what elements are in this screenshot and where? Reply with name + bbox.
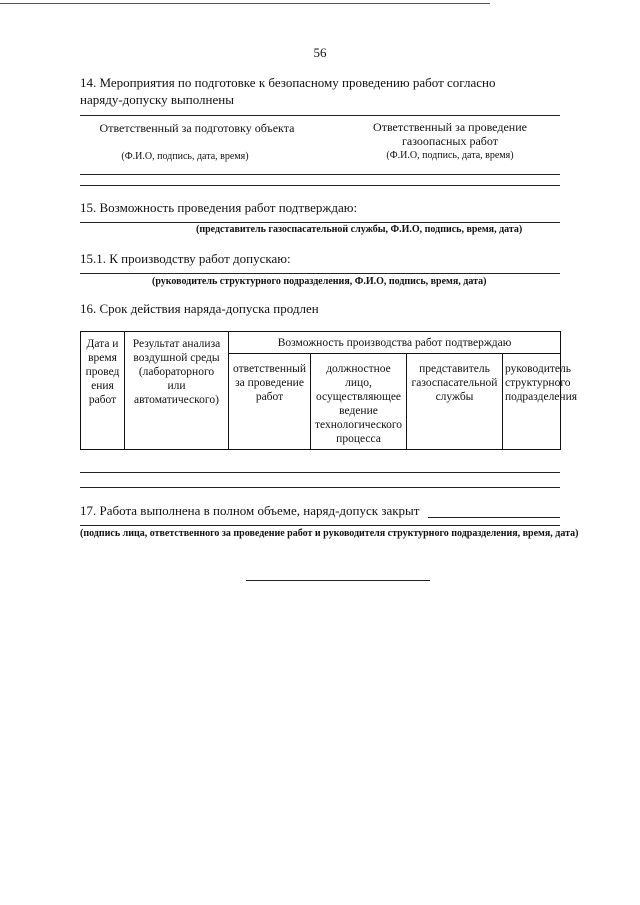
section-14-left-title: Ответственный за подготовку объекта <box>99 121 295 135</box>
section-14-text-line1: 14. Мероприятия по подготовке к безопасному проведению работ согласно <box>80 75 496 90</box>
section-14-left-caption: (Ф.И.О, подпись, дата, время) <box>121 151 249 162</box>
section-14-right-title-line1: Ответственный за проведение <box>373 120 527 134</box>
section-17-signature-line[interactable] <box>80 525 560 526</box>
section-14-signature-line-2[interactable] <box>80 185 560 186</box>
section-15-text: 15. Возможность проведения работ подтверждаю: <box>80 200 358 215</box>
section-16-signature-line-2[interactable] <box>80 487 560 488</box>
col-responsible-header: ответственный за проведение работ <box>229 354 311 450</box>
col-date-time-header: Дата и время провед ения работ <box>81 332 125 450</box>
col-department-head-header: руководитель структурного подразделения <box>503 354 561 450</box>
section-15-signature-line[interactable] <box>80 222 560 223</box>
extension-table <box>80 331 578 450</box>
section-15-1-caption: (руководитель структурного подразделения, Ф.И.О, подпись, время, дата) <box>152 276 487 287</box>
section-16-signature-line-1[interactable] <box>80 472 560 473</box>
section-14-text-line2: наряду-допуску выполнены <box>80 92 234 107</box>
section-14-signature-line-1[interactable] <box>80 174 560 175</box>
page-top-edge <box>0 3 490 4</box>
page-number: 56 <box>313 45 327 60</box>
section-16-text: 16. Срок действия наряда-допуска продлен <box>80 301 319 316</box>
end-of-document-rule <box>246 580 430 581</box>
section-14-right-caption: (Ф.И.О, подпись, дата, время) <box>386 150 514 161</box>
section-17-text: 17. Работа выполнена в полном объеме, наряд-допуск закрыт <box>80 503 420 518</box>
section-14-top-rule <box>80 115 560 116</box>
section-15-caption: (представитель газоспасательной службы, Ф.И.О, подпись, время, дата) <box>196 224 523 235</box>
section-15-1-text: 15.1. К производству работ допускаю: <box>80 251 291 266</box>
section-15-1-signature-line[interactable] <box>80 273 560 274</box>
section-17-caption: (подпись лица, ответственного за проведение работ и руководителя структурного подразделения, время, дата) <box>80 528 579 539</box>
section-17-signature-short-line[interactable] <box>428 517 560 518</box>
col-rescue-service-header: представитель газоспасательной службы <box>407 354 503 450</box>
col-air-analysis-header: Результат анализа воздушной среды (лабораторного или автоматического) <box>125 332 229 450</box>
col-official-header: должностное лицо, осуществляющее ведение технологического процесса <box>311 354 407 450</box>
section-14-right-title-line2: газоопасных работ <box>402 134 498 148</box>
group-header-confirm: Возможность производства работ подтверждаю <box>229 332 561 354</box>
